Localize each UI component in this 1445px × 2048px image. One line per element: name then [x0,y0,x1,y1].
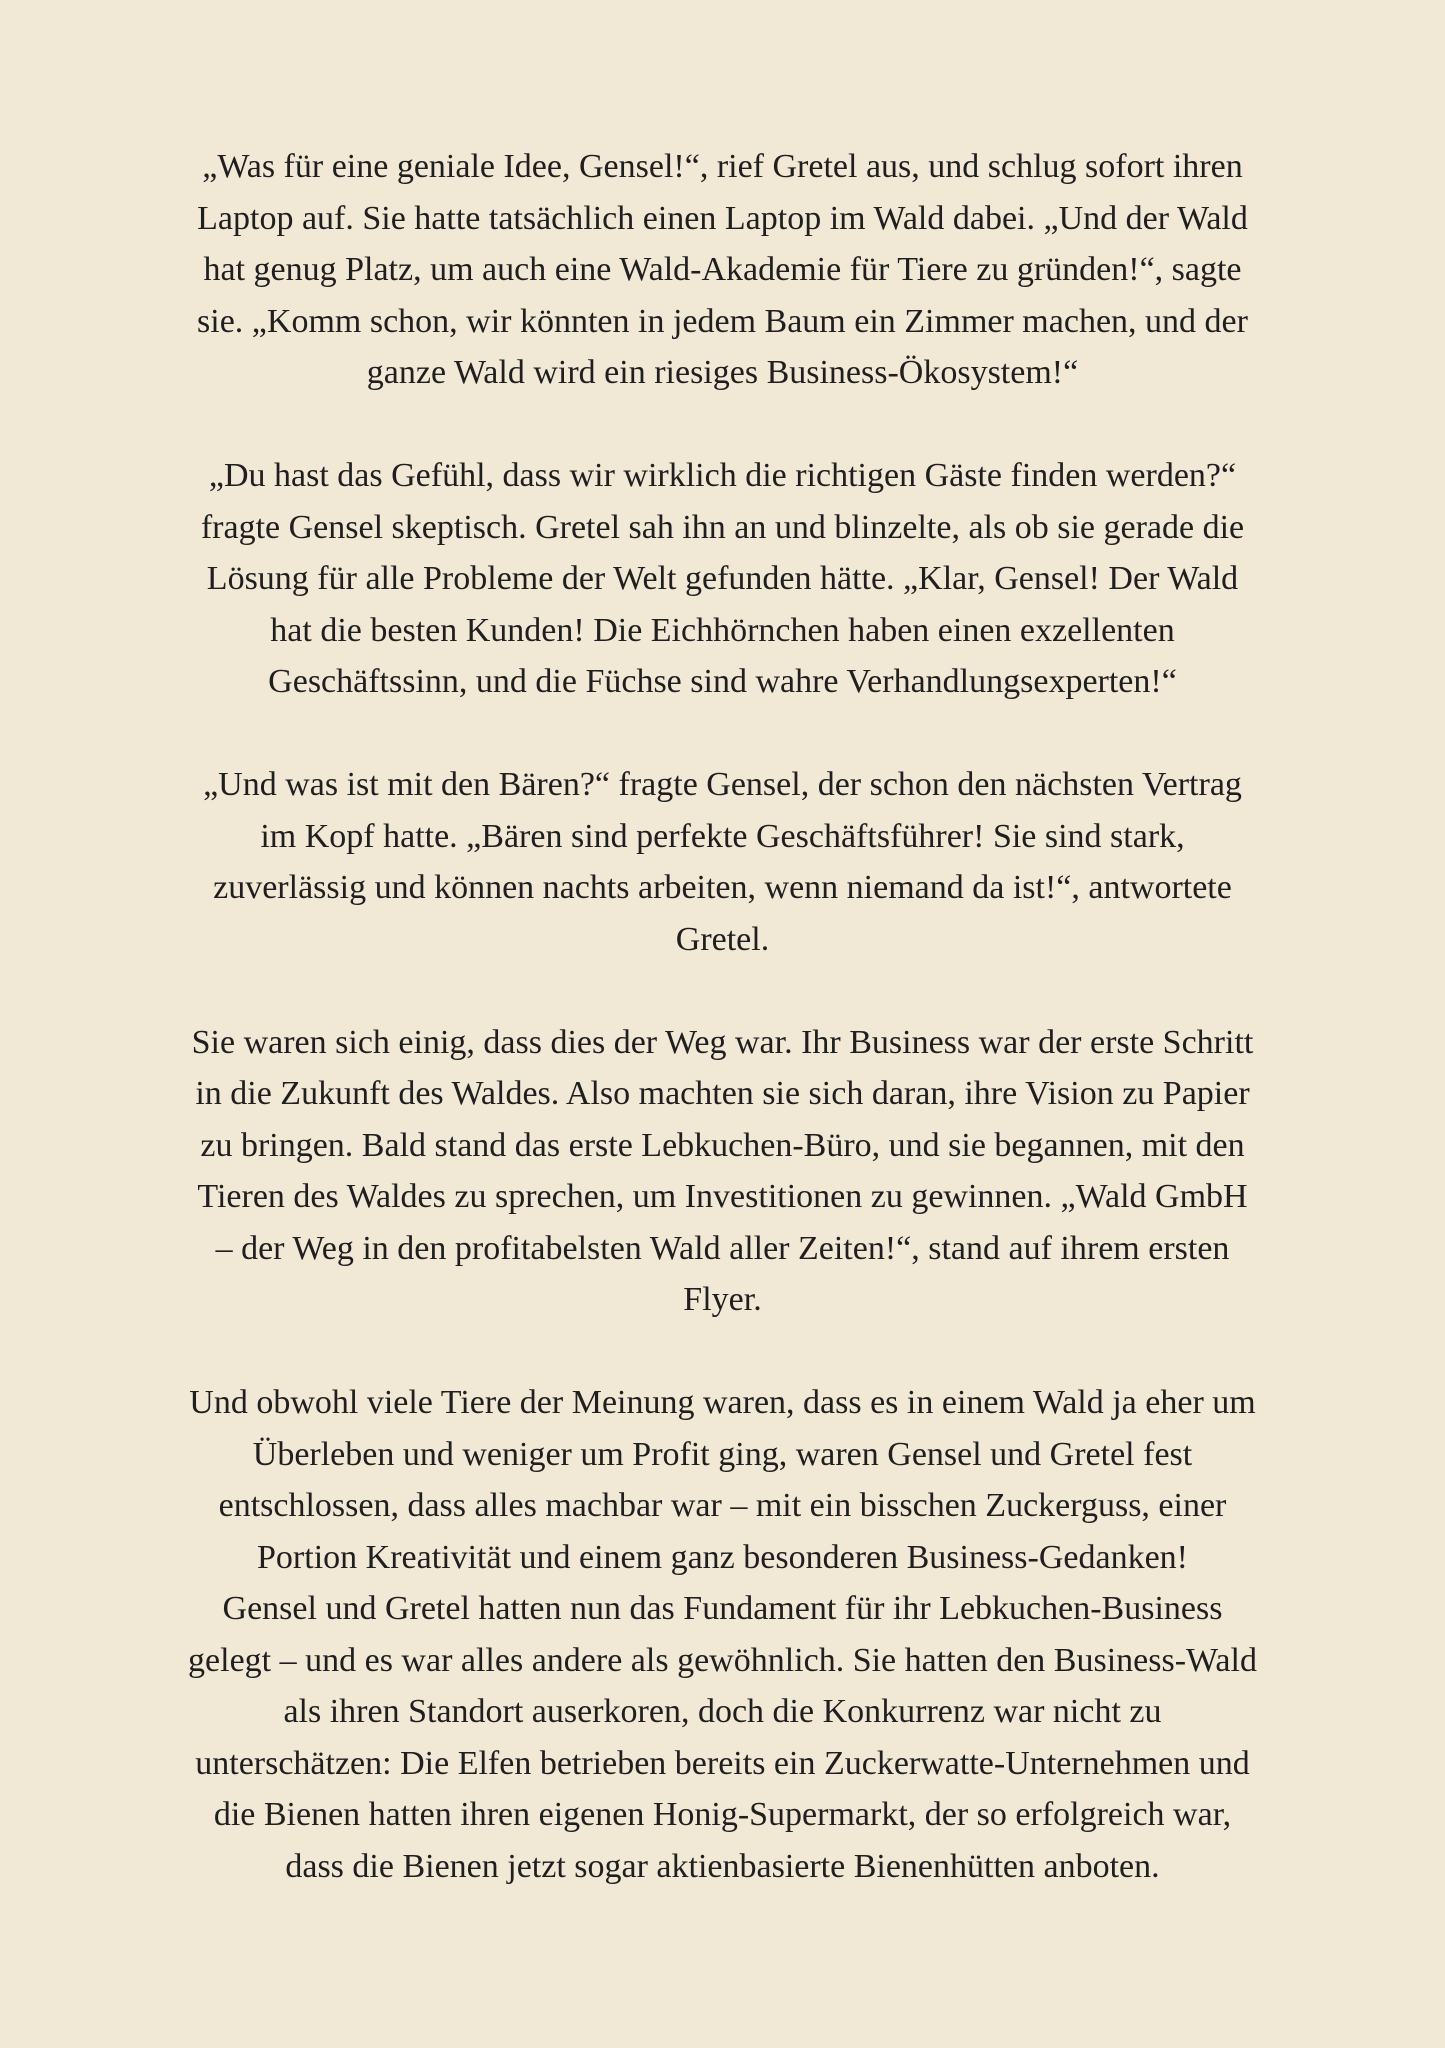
text-line: fragte Gensel skeptisch. Gretel sah ihn an und blinzelte, als ob sie gerade die [200,508,1245,546]
text-line: „Was für eine geniale Idee, Gensel!“, rief Gretel aus, und schlug sofort ihren [202,148,1243,185]
text-line: hat die besten Kunden! Die Eichhörnchen haben einen exzellenten [270,611,1175,649]
text-line: Gretel. [675,920,770,958]
text-line: Flyer. [683,1281,762,1318]
text-line: Lösung für alle Probleme der Welt gefunden hätte. „Klar, Gensel! Der Wald [206,560,1239,597]
paragraph-3 [130,759,1315,965]
paragraph-4 [130,1017,1315,1326]
text-line: zuverlässig und können nachts arbeiten, wenn niemand da ist!“, antwortete [213,869,1232,906]
text-line: Portion Kreativität und einem ganz besonderen Business-Gedanken! [257,1538,1188,1576]
story-text [130,141,1315,1944]
text-line: Laptop auf. Sie hatte tatsächlich einen Laptop im Wald dabei. „Und der Wald [197,199,1248,237]
text-line: im Kopf hatte. „Bären sind perfekte Geschäftsführer! Sie sind stark, [260,817,1185,855]
text-line: als ihren Standort auserkoren, doch die Konkurrenz war nicht zu [283,1693,1162,1730]
paragraph-2 [130,450,1315,708]
text-line: Tieren des Waldes zu sprechen, um Investitionen zu gewinnen. „Wald GmbH [197,1178,1248,1215]
paragraph-5 [130,1377,1315,1892]
text-line: „Und was ist mit den Bären?“ fragte Gensel, der schon den nächsten Vertrag [203,766,1242,803]
text-line: Überleben und weniger um Profit ging, waren Gensel und Gretel fest [252,1435,1193,1473]
text-line: entschlossen, dass alles machbar war – mit ein bisschen Zuckerguss, einer [218,1487,1227,1524]
text-line: gelegt – und es war alles andere als gewöhnlich. Sie hatten den Business-Wald [188,1641,1257,1679]
text-line: zu bringen. Bald stand das erste Lebkuchen-Büro, und sie begannen, mit den [200,1126,1245,1164]
text-line: in die Zukunft des Waldes. Also machten sie sich daran, ihre Vision zu Papier [195,1075,1250,1112]
text-line: Geschäftssinn, und die Füchse sind wahre Verhandlungsexperten!“ [268,663,1177,700]
text-line: ganze Wald wird ein riesiges Business-Ökosystem!“ [366,354,1079,391]
text-line: Gensel und Gretel hatten nun das Fundament für ihr Lebkuchen-Business [222,1590,1223,1627]
text-line: sie. „Komm schon, wir könnten in jedem Baum ein Zimmer machen, und der [197,302,1248,340]
text-line: – der Weg in den profitabelsten Wald aller Zeiten!“, stand auf ihrem ersten [215,1229,1230,1267]
text-line: die Bienen hatten ihren eigenen Honig-Supermarkt, der so erfolgreich war, [213,1796,1232,1833]
text-line: Und obwohl viele Tiere der Meinung waren, dass es in einem Wald ja eher um [189,1384,1256,1421]
paragraph-1 [130,141,1315,399]
text-line: dass die Bienen jetzt sogar aktienbasierte Bienenhütten anboten. [285,1847,1160,1885]
text-line: „Du hast das Gefühl, dass wir wirklich die richtigen Gäste finden werden?“ [208,457,1237,494]
text-line: hat genug Platz, um auch eine Wald-Akademie für Tiere zu gründen!“, sagte [203,251,1242,288]
text-line: unterschätzen: Die Elfen betrieben bereits ein Zuckerwatte-Unternehmen und [195,1744,1250,1782]
text-line: Sie waren sich einig, dass dies der Weg war. Ihr Business war der erste Schritt [191,1023,1254,1061]
